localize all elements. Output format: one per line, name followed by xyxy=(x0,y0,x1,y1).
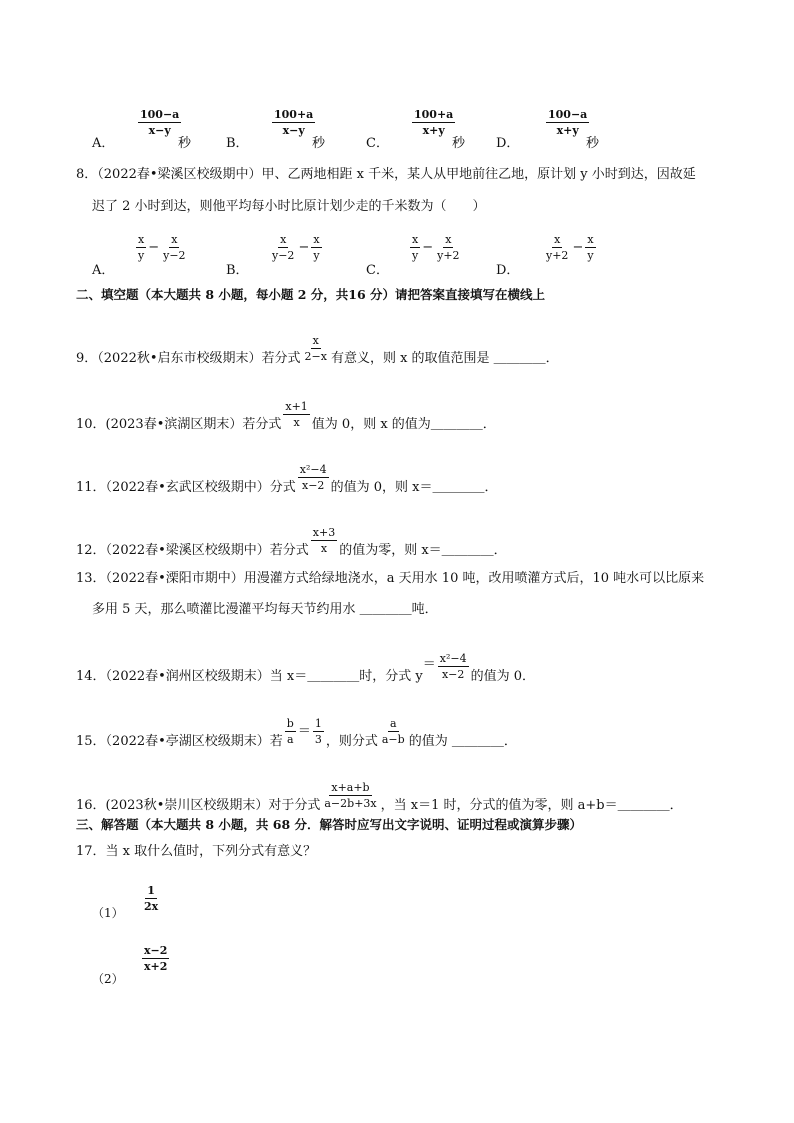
denominator: y−2 xyxy=(272,249,295,262)
denominator: a−2b+3x xyxy=(324,797,377,810)
question-11 xyxy=(76,463,498,502)
numerator: x+1 xyxy=(285,400,308,413)
question-text: 的值为 0． xyxy=(470,669,536,684)
fraction xyxy=(161,233,187,262)
option-label: B． xyxy=(226,263,249,278)
numerator: a xyxy=(390,717,397,730)
question-text: 16．(2023秋•崇川区校级期末）对于分式 xyxy=(76,798,321,813)
option-label: D． xyxy=(496,263,520,278)
numerator: x xyxy=(445,233,452,246)
question-text: ，当 x＝1 时，分式的值为零，则 a+b＝＿＿＿＿． xyxy=(380,798,683,813)
denominator: 3 xyxy=(314,733,322,746)
denominator: x−y xyxy=(148,124,171,137)
fraction xyxy=(322,781,378,810)
numerator: 100−a xyxy=(140,108,180,121)
fraction xyxy=(544,233,570,262)
question-text: 12．（2022春•梁溪区校级期中）若分式 xyxy=(76,543,309,558)
section-heading-answer: 三、解答题（本大题共 8 小题，共 68 分．解答时应写出文字说明、证明过程或演算步骤） xyxy=(76,817,583,832)
option-label: C． xyxy=(366,263,389,278)
question-17-stem: 17．当 x 取什么值时，下列分式有意义？ xyxy=(76,844,317,859)
fraction xyxy=(142,884,160,913)
option-label: D． xyxy=(496,136,520,151)
fraction xyxy=(438,652,469,681)
denominator: x+y xyxy=(422,124,445,137)
denominator: x−2 xyxy=(302,479,325,492)
question-text: 10．(2023春•滨湖区期末）若分式 xyxy=(76,417,282,432)
numerator: b xyxy=(286,717,294,730)
fraction xyxy=(138,108,181,137)
denominator: y+2 xyxy=(437,249,460,262)
option-label: A． xyxy=(92,263,115,278)
numerator: x xyxy=(312,334,319,347)
equals-sign: ＝ xyxy=(422,657,436,672)
numerator: 1 xyxy=(147,884,155,897)
operator: − xyxy=(148,240,160,255)
fraction xyxy=(303,334,329,363)
question-13-line1: 13．（2022春•溧阳市期中）用漫灌方式给绿地浇水，a 天用水 10 吨，改用喷灌方式后，10 吨水可以比原来 xyxy=(76,571,705,586)
denominator: x xyxy=(320,542,328,555)
numerator: 100−a xyxy=(548,108,588,121)
denominator: x+2 xyxy=(144,960,168,973)
question-text: 有意义，则 x 的取值范围是 ＿＿＿＿． xyxy=(330,351,559,366)
operator: − xyxy=(572,240,584,255)
denominator: x−2 xyxy=(441,668,465,681)
unit: 秒 xyxy=(178,136,192,151)
fraction xyxy=(298,463,329,492)
denominator: y+2 xyxy=(546,249,569,262)
numerator: x−2 xyxy=(144,944,168,957)
question-text: 的值为 ＿＿＿＿． xyxy=(408,734,517,749)
numerator: 100+a xyxy=(274,108,314,121)
fraction xyxy=(410,233,420,262)
fraction xyxy=(380,717,407,746)
option-label: B． xyxy=(226,136,249,151)
fraction xyxy=(272,108,315,137)
numerator: x xyxy=(313,233,320,246)
question-text: 14．（2022春•润州区校级期末）当 x＝＿＿＿＿时，分式 y xyxy=(76,669,423,684)
denominator: x−y xyxy=(282,124,305,137)
denominator: a xyxy=(287,733,294,746)
fraction xyxy=(270,233,296,262)
numerator: 1 xyxy=(314,717,322,730)
operator: − xyxy=(298,240,310,255)
unit: 秒 xyxy=(312,136,326,151)
numerator: x xyxy=(138,233,145,246)
fraction xyxy=(546,108,589,137)
question-text: ，则分式 xyxy=(325,734,378,749)
operator: − xyxy=(422,240,434,255)
fraction xyxy=(412,108,455,137)
denominator: x xyxy=(293,416,300,429)
question-text: 9．（2022秋•启东市校级期末）若分式 xyxy=(76,351,301,366)
question-10 xyxy=(76,400,496,439)
fraction xyxy=(313,717,324,746)
numerator: x xyxy=(412,233,419,246)
equals-sign: ＝ xyxy=(297,724,311,739)
numerator: x xyxy=(554,233,561,246)
numerator: x xyxy=(587,233,594,246)
numerator: x+3 xyxy=(312,526,336,539)
question-text: 的值为 0，则 x＝＿＿＿＿． xyxy=(330,480,498,495)
question-12 xyxy=(76,526,507,565)
denominator: y xyxy=(313,249,320,262)
question-15 xyxy=(76,717,517,756)
question-9 xyxy=(76,334,559,373)
fraction xyxy=(283,400,309,429)
unit: 秒 xyxy=(452,136,466,151)
fraction xyxy=(311,233,321,262)
question-13-line2: 多用 5 天，那么喷灌比漫灌平均每天节约用水 ＿＿＿＿吨． xyxy=(92,602,438,617)
numerator: x²−4 xyxy=(439,652,467,665)
numerator: x xyxy=(280,233,287,246)
fraction xyxy=(435,233,461,262)
q8-stem-line2: 迟了 2 小时到达，则他平均每小时比原计划少走的千米数为（ ） xyxy=(92,199,486,214)
section-heading-fill-in: 二、填空题（本大题共 8 小题，每小题 2 分，共16 分）请把答案直接填写在横线上 xyxy=(76,287,546,302)
question-text: 15．（2022春•亭湖区校级期末）若 xyxy=(76,734,283,749)
denominator: a−b xyxy=(381,733,405,746)
denominator: y xyxy=(587,249,594,262)
option-label: A． xyxy=(92,136,115,151)
denominator: y xyxy=(138,249,145,262)
fraction xyxy=(311,526,337,555)
numerator: x+a+b xyxy=(331,781,370,794)
numerator: x²−4 xyxy=(299,463,327,476)
numerator: x xyxy=(171,233,178,246)
denominator: x+y xyxy=(556,124,579,137)
unit: 秒 xyxy=(586,136,600,151)
denominator: 2x xyxy=(144,900,159,913)
numerator: 100+a xyxy=(414,108,454,121)
part-label: （1） xyxy=(92,906,124,920)
question-text: 的值为零，则 x＝＿＿＿＿． xyxy=(339,543,507,558)
option-label: C． xyxy=(366,136,389,151)
q8-stem-line1: 8．（2022春•梁溪区校级期中）甲、乙两地相距 x 千米，某人从甲地前往乙地，原计划 y 小时到达，因故延 xyxy=(76,167,696,182)
denominator: y xyxy=(412,249,419,262)
part-label: （2） xyxy=(92,972,124,986)
denominator: y−2 xyxy=(163,249,186,262)
question-text: 11．（2022春•玄武区校级期中）分式 xyxy=(76,480,296,495)
fraction xyxy=(285,717,296,746)
fraction xyxy=(142,944,169,973)
question-text: 值为 0，则 x 的值为＿＿＿＿． xyxy=(311,417,496,432)
question-14 xyxy=(76,652,536,691)
fraction xyxy=(585,233,595,262)
fraction xyxy=(136,233,146,262)
denominator: 2−x xyxy=(304,350,327,363)
